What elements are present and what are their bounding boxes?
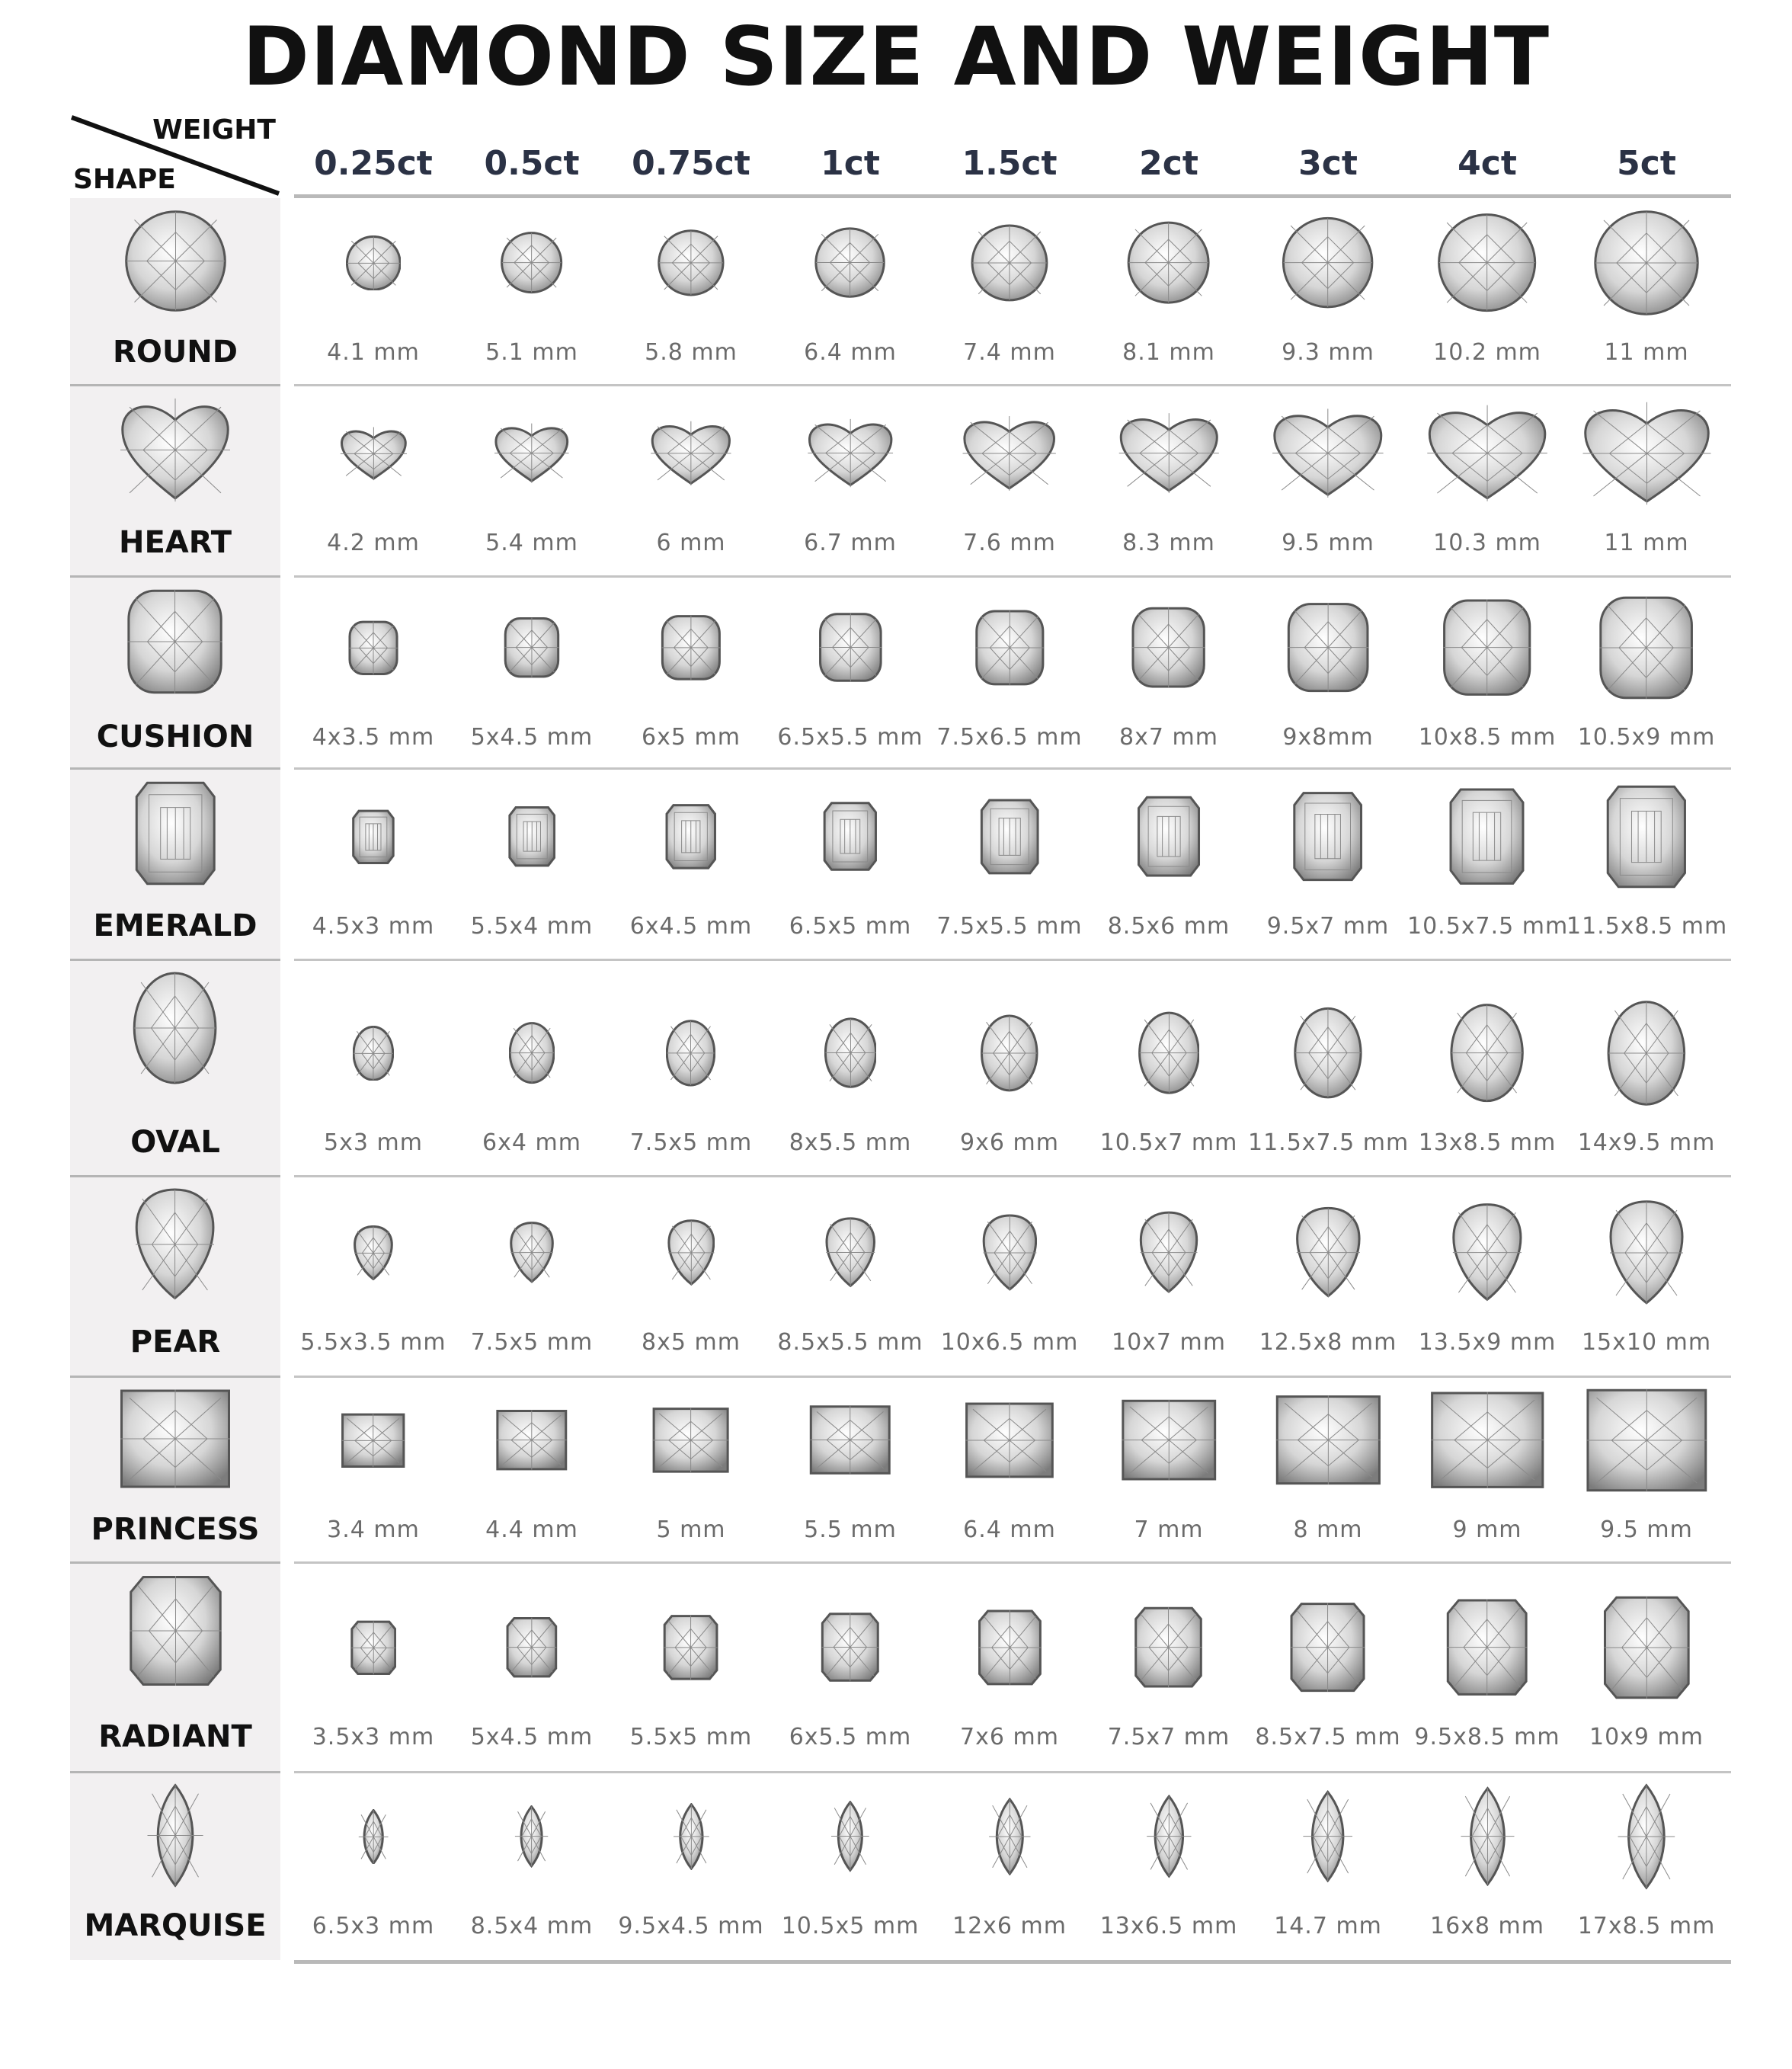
oval-diamond-icon xyxy=(133,971,217,1088)
size-value: 8.5x4 mm xyxy=(470,1913,594,1939)
size-value: 11 mm xyxy=(1604,530,1689,556)
radiant-diamond-icon xyxy=(1445,1597,1528,1700)
radiant-diamond-icon xyxy=(978,1609,1042,1689)
size-value: 16x8 mm xyxy=(1430,1913,1544,1939)
size-value: 7.4 mm xyxy=(963,339,1056,366)
size-value: 11.5x8.5 mm xyxy=(1566,913,1728,940)
princess-diamond-icon xyxy=(1584,1387,1710,1497)
row-divider xyxy=(294,1561,1731,1564)
weight-header: 1ct xyxy=(821,144,880,183)
heart-diamond-icon xyxy=(1580,400,1714,510)
row-divider xyxy=(70,959,280,961)
emerald-diamond-icon xyxy=(134,780,216,890)
size-value: 4.4 mm xyxy=(485,1517,578,1543)
size-value: 7.5x5 mm xyxy=(629,1129,753,1156)
cushion-diamond-icon xyxy=(504,617,560,681)
oval-diamond-icon xyxy=(824,1017,877,1091)
size-value: 9.5x8.5 mm xyxy=(1414,1724,1560,1750)
size-value: 5.4 mm xyxy=(485,530,578,556)
round-diamond-icon xyxy=(1437,213,1537,315)
cushion-diamond-icon xyxy=(974,609,1045,690)
emerald-diamond-icon xyxy=(352,809,395,868)
weight-axis-label: WEIGHT xyxy=(152,114,276,146)
size-value: 6.4 mm xyxy=(804,339,897,366)
row-divider xyxy=(70,1561,280,1564)
size-value: 10.3 mm xyxy=(1433,530,1541,556)
size-value: 8.5x5.5 mm xyxy=(777,1329,923,1356)
marquise-diamond-icon xyxy=(1146,1795,1192,1881)
size-value: 14x9.5 mm xyxy=(1577,1129,1716,1156)
princess-diamond-icon xyxy=(808,1404,892,1478)
shape-label: RADIANT xyxy=(98,1719,252,1754)
row-divider xyxy=(294,575,1731,578)
emerald-diamond-icon xyxy=(508,806,556,870)
size-value: 5 mm xyxy=(656,1517,726,1543)
size-value: 13.5x9 mm xyxy=(1418,1329,1557,1356)
emerald-diamond-icon xyxy=(1292,790,1363,886)
row-divider xyxy=(70,1771,280,1773)
emerald-diamond-icon xyxy=(665,803,717,873)
weight-header: 3ct xyxy=(1298,144,1358,183)
size-value: 5x4.5 mm xyxy=(470,1724,594,1750)
princess-diamond-icon xyxy=(495,1409,568,1474)
heart-diamond-icon xyxy=(961,415,1058,495)
row-divider xyxy=(294,1771,1731,1773)
cushion-diamond-icon xyxy=(1286,601,1370,697)
size-value: 8.5x7.5 mm xyxy=(1255,1724,1401,1750)
size-value: 7.5x6.5 mm xyxy=(936,724,1083,751)
size-value: 10.5x9 mm xyxy=(1577,724,1716,751)
pear-diamond-icon xyxy=(1295,1206,1362,1302)
row-divider xyxy=(294,384,1731,386)
cushion-diamond-icon xyxy=(1442,597,1532,700)
size-value: 5.1 mm xyxy=(485,339,578,366)
shape-label: EMERALD xyxy=(93,908,258,943)
size-value: 9x6 mm xyxy=(960,1129,1059,1156)
size-value: 9 mm xyxy=(1452,1517,1522,1543)
size-value: 5.5x3.5 mm xyxy=(300,1329,446,1356)
size-value: 6.5x5 mm xyxy=(789,913,912,940)
round-diamond-icon xyxy=(1127,221,1210,307)
row-divider xyxy=(294,767,1731,770)
round-diamond-icon xyxy=(971,224,1048,305)
size-value: 6x5 mm xyxy=(642,724,741,751)
heart-diamond-icon xyxy=(1425,403,1550,506)
oval-diamond-icon xyxy=(509,1022,555,1087)
weight-header: 5ct xyxy=(1617,144,1676,183)
size-value: 8x5.5 mm xyxy=(789,1129,912,1156)
weight-header: 1.5ct xyxy=(962,144,1058,183)
row-divider xyxy=(294,959,1731,961)
radiant-diamond-icon xyxy=(350,1620,397,1679)
size-value: 9.5x7 mm xyxy=(1266,913,1390,940)
pear-diamond-icon xyxy=(1139,1211,1198,1297)
size-value: 7.5x7 mm xyxy=(1107,1724,1230,1750)
emerald-diamond-icon xyxy=(1448,786,1525,889)
marquise-diamond-icon xyxy=(988,1798,1032,1878)
size-value: 5.5x4 mm xyxy=(470,913,594,940)
row-divider xyxy=(70,384,280,386)
heart-diamond-icon xyxy=(806,418,894,492)
pear-diamond-icon xyxy=(825,1217,876,1291)
shape-label: HEART xyxy=(118,525,232,560)
emerald-diamond-icon xyxy=(1605,783,1688,893)
princess-diamond-icon xyxy=(964,1401,1055,1482)
shape-label: PEAR xyxy=(130,1324,221,1360)
radiant-diamond-icon xyxy=(128,1574,223,1691)
cushion-diamond-icon xyxy=(818,612,883,686)
row-divider xyxy=(70,1175,280,1177)
heart-diamond-icon xyxy=(493,422,571,487)
size-value: 8.3 mm xyxy=(1122,530,1215,556)
size-value: 9x8mm xyxy=(1282,724,1374,751)
pear-diamond-icon xyxy=(134,1187,216,1305)
radiant-diamond-icon xyxy=(821,1612,880,1686)
size-value: 9.3 mm xyxy=(1282,339,1374,366)
size-value: 5.5 mm xyxy=(804,1517,897,1543)
size-value: 9.5x4.5 mm xyxy=(618,1913,764,1939)
size-value: 3.5x3 mm xyxy=(312,1724,435,1750)
weight-header: 4ct xyxy=(1458,144,1517,183)
weight-header: 0.75ct xyxy=(632,144,750,183)
size-value: 8x5 mm xyxy=(642,1329,741,1356)
marquise-diamond-icon xyxy=(514,1805,549,1870)
round-diamond-icon xyxy=(124,210,227,315)
oval-diamond-icon xyxy=(1607,1000,1686,1110)
size-value: 9.5 mm xyxy=(1600,1517,1693,1543)
pear-diamond-icon xyxy=(1608,1199,1685,1309)
pear-diamond-icon xyxy=(667,1219,715,1289)
princess-diamond-icon xyxy=(1274,1394,1383,1489)
round-diamond-icon xyxy=(814,227,885,301)
size-value: 6.7 mm xyxy=(804,530,897,556)
size-value: 17x8.5 mm xyxy=(1577,1913,1716,1939)
marquise-diamond-icon xyxy=(830,1801,870,1875)
size-value: 8 mm xyxy=(1293,1517,1363,1543)
size-value: 7 mm xyxy=(1134,1517,1204,1543)
shape-label: ROUND xyxy=(113,335,238,370)
weight-header: 0.25ct xyxy=(314,144,433,183)
cushion-diamond-icon xyxy=(1598,594,1694,704)
oval-diamond-icon xyxy=(353,1026,394,1084)
shape-label: MARQUISE xyxy=(84,1908,267,1943)
size-value: 6.5x5.5 mm xyxy=(777,724,923,751)
shape-label: CUSHION xyxy=(96,719,254,754)
round-diamond-icon xyxy=(346,235,402,294)
size-value: 8.5x6 mm xyxy=(1107,913,1230,940)
size-value: 9.5 mm xyxy=(1282,530,1374,556)
size-value: 10x6.5 mm xyxy=(940,1329,1079,1356)
bottom-rule xyxy=(294,1960,1731,1964)
size-value: 4.2 mm xyxy=(327,530,420,556)
shape-axis-label: SHAPE xyxy=(73,164,176,195)
princess-diamond-icon xyxy=(651,1407,730,1477)
size-value: 10x8.5 mm xyxy=(1418,724,1557,751)
round-diamond-icon xyxy=(501,232,562,296)
size-value: 7.6 mm xyxy=(963,530,1056,556)
size-value: 6 mm xyxy=(656,530,726,556)
shape-label: OVAL xyxy=(130,1125,220,1160)
size-value: 6x4.5 mm xyxy=(629,913,753,940)
cushion-diamond-icon xyxy=(126,588,224,699)
radiant-diamond-icon xyxy=(663,1614,718,1684)
size-value: 4.1 mm xyxy=(327,339,420,366)
size-value: 10.2 mm xyxy=(1433,339,1541,366)
heart-diamond-icon xyxy=(1270,407,1386,502)
oval-diamond-icon xyxy=(981,1014,1038,1095)
emerald-diamond-icon xyxy=(980,798,1039,879)
size-value: 6.4 mm xyxy=(963,1517,1056,1543)
size-value: 12x6 mm xyxy=(952,1913,1067,1939)
size-value: 6x5.5 mm xyxy=(789,1724,912,1750)
pear-diamond-icon xyxy=(1451,1203,1523,1305)
pear-diamond-icon xyxy=(354,1225,393,1284)
heart-diamond-icon xyxy=(339,426,408,485)
pear-diamond-icon xyxy=(510,1222,554,1286)
size-value: 10.5x7 mm xyxy=(1099,1129,1238,1156)
princess-diamond-icon xyxy=(341,1413,405,1472)
size-value: 7x6 mm xyxy=(960,1724,1059,1750)
emerald-diamond-icon xyxy=(1137,795,1201,881)
size-value: 11 mm xyxy=(1604,339,1689,366)
row-divider xyxy=(294,1376,1731,1378)
size-value: 5.5x5 mm xyxy=(629,1724,753,1750)
round-diamond-icon xyxy=(658,229,725,299)
size-value: 7.5x5 mm xyxy=(470,1329,594,1356)
pear-diamond-icon xyxy=(982,1214,1038,1295)
size-value: 10x7 mm xyxy=(1112,1329,1226,1356)
round-diamond-icon xyxy=(1282,216,1374,312)
size-value: 6x4 mm xyxy=(482,1129,581,1156)
size-value: 10x9 mm xyxy=(1589,1724,1704,1750)
size-value: 15x10 mm xyxy=(1581,1329,1712,1356)
size-value: 3.4 mm xyxy=(327,1517,420,1543)
cushion-diamond-icon xyxy=(348,620,398,679)
heart-diamond-icon xyxy=(649,420,733,490)
page-title: DIAMOND SIZE AND WEIGHT xyxy=(242,10,1550,104)
princess-diamond-icon xyxy=(118,1388,232,1493)
marquise-diamond-icon xyxy=(1617,1783,1676,1893)
size-value: 5x3 mm xyxy=(324,1129,423,1156)
size-value: 14.7 mm xyxy=(1274,1913,1382,1939)
size-value: 10.5x5 mm xyxy=(781,1913,920,1939)
row-divider xyxy=(294,1175,1731,1177)
marquise-diamond-icon xyxy=(358,1809,389,1868)
oval-diamond-icon xyxy=(666,1020,715,1090)
row-divider xyxy=(70,767,280,770)
weight-header: 0.5ct xyxy=(484,144,580,183)
size-value: 10.5x7.5 mm xyxy=(1407,913,1569,940)
weight-header: 2ct xyxy=(1139,144,1198,183)
size-value: 6.5x3 mm xyxy=(312,1913,435,1939)
row-divider xyxy=(70,1376,280,1378)
size-value: 4.5x3 mm xyxy=(312,913,435,940)
oval-diamond-icon xyxy=(1450,1003,1524,1106)
radiant-diamond-icon xyxy=(1134,1606,1203,1692)
header-rule xyxy=(294,194,1731,198)
size-value: 13x8.5 mm xyxy=(1418,1129,1557,1156)
marquise-diamond-icon xyxy=(146,1783,204,1891)
size-value: 5.8 mm xyxy=(645,339,738,366)
radiant-diamond-icon xyxy=(1602,1594,1691,1704)
heart-diamond-icon xyxy=(1117,412,1221,498)
princess-diamond-icon xyxy=(1429,1390,1546,1493)
heart-diamond-icon xyxy=(118,396,232,507)
radiant-diamond-icon xyxy=(506,1616,558,1681)
cushion-diamond-icon xyxy=(661,614,722,684)
marquise-diamond-icon xyxy=(1460,1786,1515,1889)
princess-diamond-icon xyxy=(1120,1398,1218,1484)
row-divider xyxy=(70,575,280,578)
marquise-diamond-icon xyxy=(673,1803,710,1873)
size-value: 13x6.5 mm xyxy=(1099,1913,1238,1939)
shape-label: PRINCESS xyxy=(91,1512,260,1547)
table-corner-header xyxy=(70,114,280,198)
cushion-diamond-icon xyxy=(1131,606,1206,692)
round-diamond-icon xyxy=(1593,210,1700,319)
size-value: 7.5x5.5 mm xyxy=(936,913,1083,940)
size-value: 8x7 mm xyxy=(1119,724,1218,751)
radiant-diamond-icon xyxy=(1289,1601,1366,1696)
size-value: 12.5x8 mm xyxy=(1259,1329,1397,1356)
size-value: 4x3.5 mm xyxy=(312,724,435,751)
oval-diamond-icon xyxy=(1294,1007,1362,1102)
size-value: 8.1 mm xyxy=(1122,339,1215,366)
oval-diamond-icon xyxy=(1138,1011,1200,1097)
marquise-diamond-icon xyxy=(1302,1790,1353,1885)
size-value: 5x4.5 mm xyxy=(470,724,594,751)
size-value: 11.5x7.5 mm xyxy=(1248,1129,1410,1156)
emerald-diamond-icon xyxy=(823,801,878,875)
